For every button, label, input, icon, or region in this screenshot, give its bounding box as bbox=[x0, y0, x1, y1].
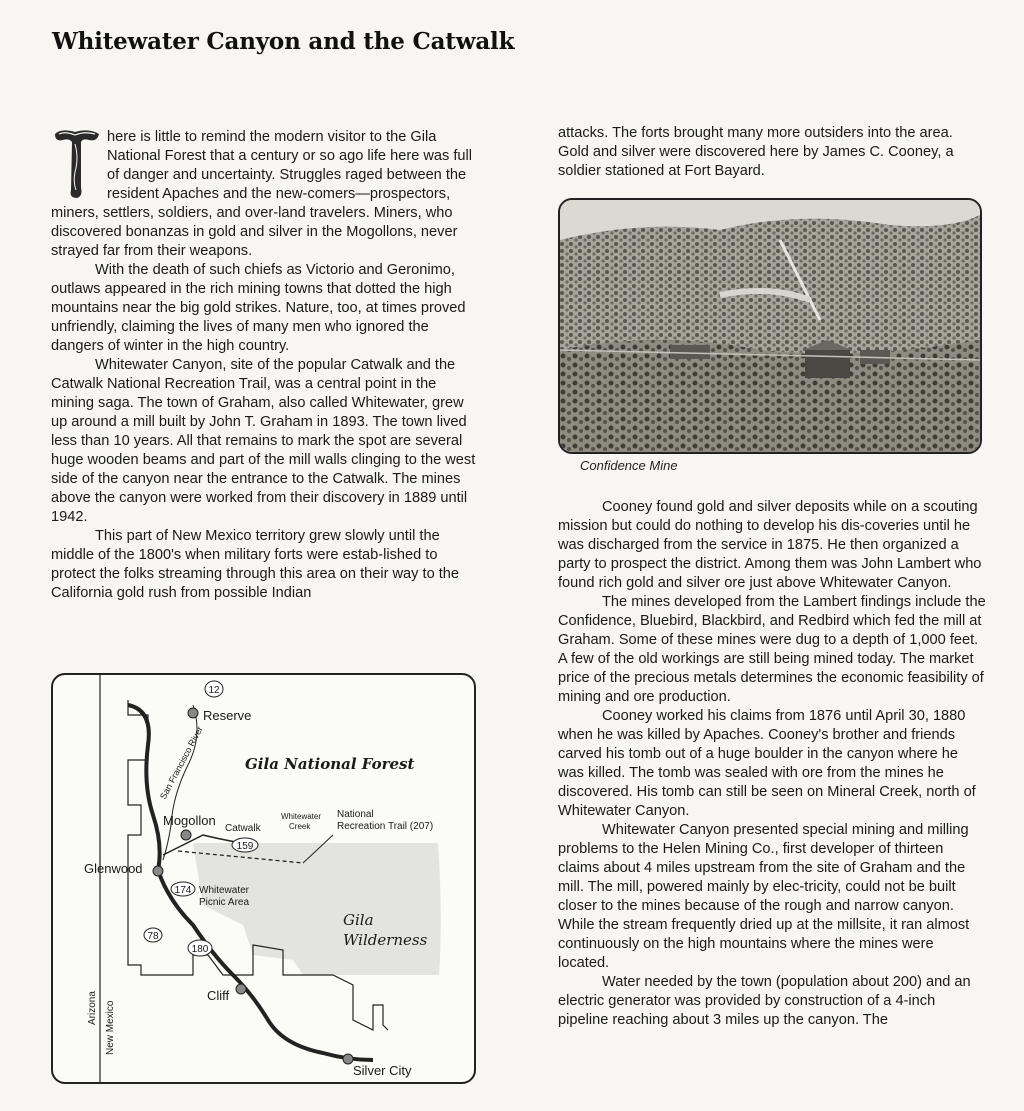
route-159-label: 159 bbox=[236, 841, 254, 852]
whitewater-creek-label-1: Whitewater bbox=[281, 812, 322, 821]
whitewater-creek-label-2: Creek bbox=[289, 822, 311, 831]
reserve-label: Reserve bbox=[203, 708, 252, 723]
silver-city-dot bbox=[343, 1054, 353, 1064]
left-column bbox=[51, 128, 479, 603]
page-title: Whitewater Canyon and the Catwalk bbox=[52, 28, 515, 55]
paragraph-8: Cooney worked his claims from 1876 until April 30, 1880 when he was killed by Apaches. Cooney's brother and friends carved his tomb out of a huge boulder in the canyon where he was killed. The tomb was sealed with ore from the mines he discovered. His tomb can still be seen on Mineral Creek, north of Whitewater Canyon. bbox=[558, 708, 976, 819]
picnic-label-2: Picnic Area bbox=[199, 897, 250, 908]
paragraph-3: Whitewater Canyon, site of the popular Catwalk and the Catwalk National Recreation Trail, was a central point in the mining saga. The town of Graham, also called Whitewater, grew up around a mill built by John T. Graham in 1893. The town lived less than 10 years. All that remains to mark the spot are several huge wooden beams and part of the mill walls clinging to the west side of the canyon near the entrance to the Catwalk. The mines above the canyon were worked from their discovery in 1889 until 1942. bbox=[51, 357, 476, 525]
paragraph-7: The mines developed from the Lambert findings include the Confidence, Bluebird, Blackbird, and Redbird which fed the mill at Graham. Some of these mines were dug to a depth of 1,000 feet. A few of the old workings are still being mined today. The market price of the precious metals determines the economic feasibility of mining and ore production. bbox=[558, 594, 986, 705]
dropcap-t-icon bbox=[51, 128, 101, 200]
route-12-label: 12 bbox=[208, 685, 220, 696]
nrt-label-1: National bbox=[337, 809, 374, 820]
glenwood-label: Glenwood bbox=[84, 861, 143, 876]
paragraph-9: Whitewater Canyon presented special mining and milling problems to the Helen Mining Co., first developer of thirteen claims about 4 miles upstream from the site of Graham and the mill. The mill, powered mainly by elec-tricity, could not be built closer to the mines because of the rough and narrow canyon. While the stream frequently dried up at the millsite, it ran almost continuously on the high mountains where the mines were located. bbox=[558, 822, 970, 971]
mogollon-dot bbox=[181, 830, 191, 840]
river-label: San Francisco River bbox=[157, 724, 205, 801]
cliff-dot bbox=[236, 984, 246, 994]
new-mexico-label: New Mexico bbox=[105, 1000, 116, 1055]
mine-photo-image bbox=[560, 200, 980, 452]
reserve-dot bbox=[188, 708, 198, 718]
paragraph-4: This part of New Mexico territory grew slowly until the middle of the 1800's when military forts were estab-lished to protect the folks streaming through this area on their way to the California gold rush from possible Indian bbox=[51, 528, 460, 601]
glenwood-dot bbox=[153, 866, 163, 876]
silver-city-label: Silver City bbox=[353, 1063, 412, 1078]
area-map bbox=[51, 673, 476, 1084]
route-174-label: 174 bbox=[174, 885, 192, 896]
mogollon-label: Mogollon bbox=[163, 813, 216, 828]
paragraph-5: attacks. The forts brought many more outsiders into the area. Gold and silver were discovered here by James C. Cooney, a soldier stationed at Fort Bayard. bbox=[558, 125, 954, 179]
wilderness-label-1: Gila bbox=[343, 911, 374, 929]
route-78-label: 78 bbox=[147, 931, 159, 942]
right-column-bottom bbox=[558, 498, 986, 1030]
right-column-top bbox=[558, 124, 978, 181]
forest-label: Gila National Forest bbox=[245, 755, 415, 773]
paragraph-1: here is little to remind the modern visitor to the Gila National Forest that a century or so ago life here was full of danger and uncertainty. Struggles raged between the resident Apaches and the new-comers—prospectors, miners, settlers, soldiers, and over-land travelers. Miners, who discovered bonanzas in gold and silver in the Mogollons, never strayed far from their weapons. bbox=[51, 129, 473, 259]
area-map-svg bbox=[53, 675, 474, 1082]
paragraph-10: Water needed by the town (population about 200) and an electric generator was provided by construction of a 4-inch pipeline reaching about 3 miles up the canyon. The bbox=[558, 974, 971, 1028]
arizona-label: Arizona bbox=[87, 991, 98, 1025]
confidence-mine-photo bbox=[558, 198, 982, 454]
catwalk-label: Catwalk bbox=[225, 823, 261, 834]
paragraph-6: Cooney found gold and silver deposits while on a scouting mission but could do nothing to develop his dis-coveries until he was discharged from the service in 1875. He then organized a party to prospect the district. Among them was John Lambert who found rich gold and silver ore just above Whitewater Canyon. bbox=[558, 499, 982, 591]
nrt-label-2: Recreation Trail (207) bbox=[337, 821, 434, 832]
picnic-label-1: Whitewater bbox=[199, 885, 250, 896]
cliff-label: Cliff bbox=[207, 988, 230, 1003]
route-180-label: 180 bbox=[191, 944, 209, 955]
wilderness-area bbox=[193, 843, 441, 975]
paragraph-2: With the death of such chiefs as Victorio and Geronimo, outlaws appeared in the rich mining towns that dotted the high mountains near the big gold strikes. Nature, too, at times proved unfriendly, claiming the lives of many men who ignored the dangers of winter in the high country. bbox=[51, 262, 466, 354]
wilderness-label-2: Wilderness bbox=[343, 931, 428, 949]
photo-caption: Confidence Mine bbox=[580, 458, 678, 473]
